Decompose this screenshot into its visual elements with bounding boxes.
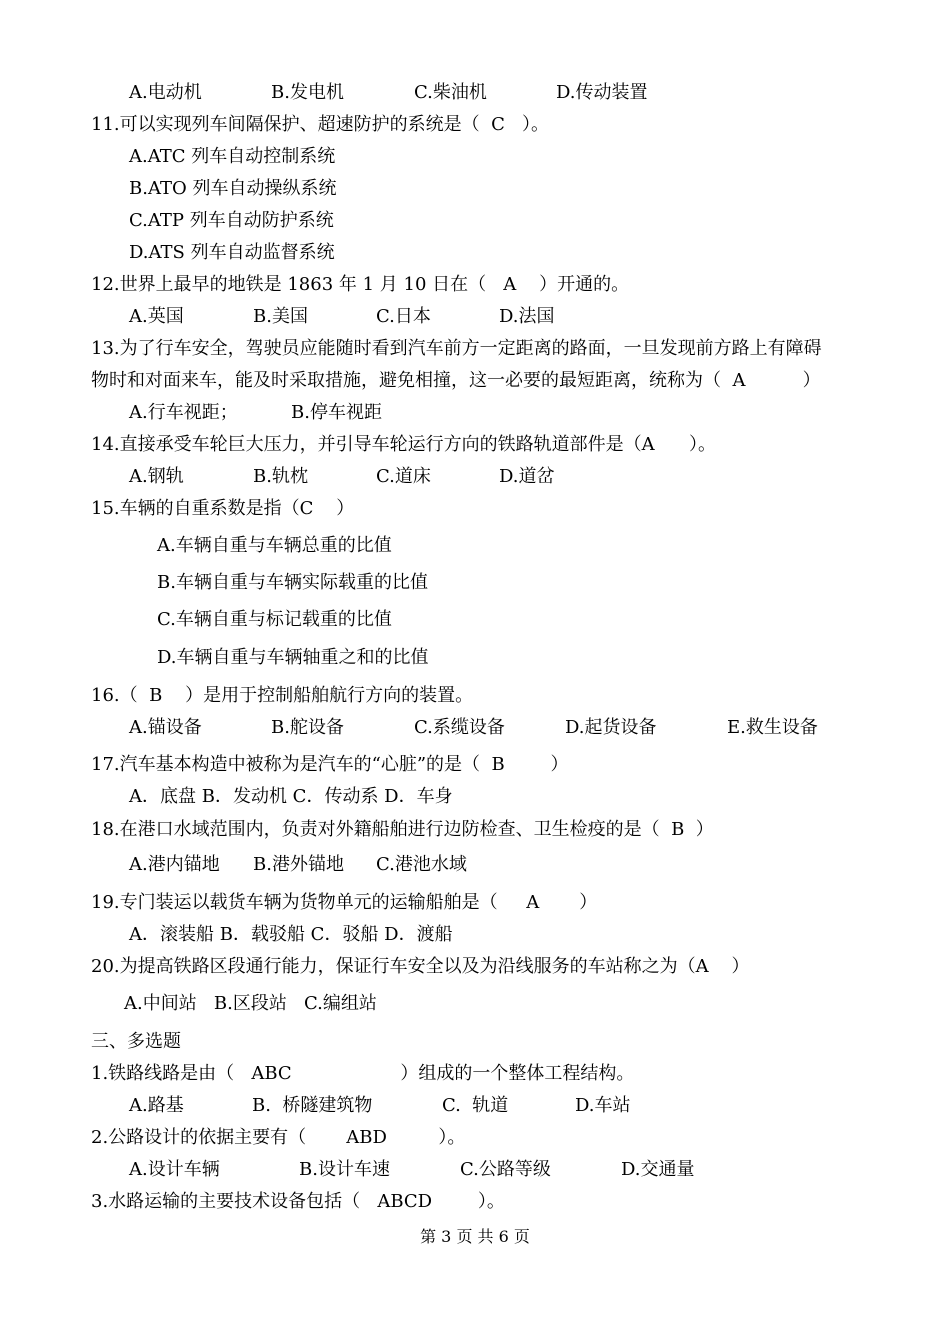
q12-options [129,305,629,329]
m2-option-d: D.交通量 [621,1159,695,1180]
q16-option-b: B.舵设备 [271,717,344,738]
q16-option-a: A.锚设备 [129,717,202,738]
q15-option-c: C.车辆自重与标记载重的比值 [157,609,392,630]
q17-stem: 17.汽车基本构造中被称为是汽车的“心脏”的是（ B ） [91,754,569,775]
q18-options [129,853,529,877]
q10-option-d: D.传动装置 [556,82,648,103]
q17-options: A．底盘 B．发动机 C．传动系 D．车身 [129,786,453,807]
q19-stem: 19.专门装运以载货车辆为货物单元的运输船舶是（ A ） [91,892,598,913]
q10-option-a: A.电动机 [129,82,202,103]
q14-stem: 14.直接承受车轮巨大压力，并引导车轮运行方向的铁路轨道部件是（A ）。 [91,434,716,455]
m2-option-c: C.公路等级 [460,1159,551,1180]
m1-options [129,1094,689,1118]
q19-options: A．滚装船 B．载驳船 C．驳船 D．渡船 [129,924,453,945]
m2-option-a: A.设计车辆 [129,1159,220,1180]
q18-option-b: B.港外锚地 [253,854,344,875]
q15-option-b: B.车辆自重与车辆实际载重的比值 [157,572,428,593]
q13-option-b: B.停车视距 [291,402,382,423]
q14-option-c: C.道床 [376,466,431,487]
q11-option-b: B.ATO 列车自动操纵系统 [129,178,337,199]
m1-option-b: B. 桥隧建筑物 [252,1095,373,1116]
m1-option-a: A.路基 [129,1095,184,1116]
q14-option-d: D.道岔 [499,466,555,487]
q20-options: A.中间站 B.区段站 C.编组站 [124,993,377,1014]
m1-option-c: C. 轨道 [442,1095,509,1116]
q13-stem-line1: 13.为了行车安全，驾驶员应能随时看到汽车前方一定距离的路面，一旦发现前方路上有障碍 [91,338,822,359]
section-title: 三、多选题 [91,1031,181,1052]
q13-option-a: A.行车视距； [129,402,238,423]
q16-stem: 16.（ B ）是用于控制船舶航行方向的装置。 [91,685,474,706]
page-footer: 第 3 页 共 6 页 [420,1227,530,1246]
q14-option-a: A.钢轨 [129,466,184,487]
q12-option-a: A.英国 [129,306,184,327]
m2-option-b: B.设计车速 [299,1159,390,1180]
q10-option-c: C.柴油机 [414,82,487,103]
q10-option-b: B.发电机 [271,82,344,103]
q16-option-c: C.系缆设备 [414,717,505,738]
q13-stem-line2: 物时和对面来车，能及时采取措施，避免相撞，这一必要的最短距离，统称为（ A ） [91,370,821,391]
q16-option-d: D.起货设备 [565,717,657,738]
q12-option-b: B.美国 [253,306,308,327]
q16-options [129,716,849,740]
q12-stem: 12.世界上最早的地铁是 1863 年 1 月 10 日在（ A ）开通的。 [91,274,630,295]
q15-stem: 15.车辆的自重系数是指（C ） [91,498,355,519]
q13-options [129,401,529,425]
q10-options [129,81,729,105]
q20-stem: 20.为提高铁路区段通行能力，保证行车安全以及为沿线服务的车站称之为（A ） [91,956,750,977]
q11-option-c: C.ATP 列车自动防护系统 [129,210,334,231]
q11-option-d: D.ATS 列车自动监督系统 [129,242,335,263]
m1-stem: 1.铁路线路是由（ ABC ）组成的一个整体工程结构。 [91,1063,635,1084]
m2-stem: 2.公路设计的依据主要有（ ABD ）。 [91,1127,466,1148]
q15-option-d: D.车辆自重与车辆轴重之和的比值 [157,647,429,668]
q11-stem: 11.可以实现列车间隔保护、超速防护的系统是（ C ）。 [91,114,550,135]
q15-option-a: A.车辆自重与车辆总重的比值 [157,535,392,556]
m1-option-d: D.车站 [575,1095,631,1116]
q14-options [129,465,629,489]
q18-option-a: A.港内锚地 [129,854,220,875]
q18-option-c: C.港池水域 [376,854,467,875]
q12-option-d: D.法国 [499,306,555,327]
q12-option-c: C.日本 [376,306,431,327]
q18-stem: 18.在港口水域范围内，负责对外籍船舶进行边防检查、卫生检疫的是（ B ） [91,819,714,840]
q14-option-b: B.轨枕 [253,466,308,487]
m3-stem: 3.水路运输的主要技术设备包括（ ABCD ）。 [91,1191,505,1212]
m2-options [129,1158,729,1182]
q16-option-e: E.救生设备 [727,717,818,738]
q11-option-a: A.ATC 列车自动控制系统 [129,146,336,167]
